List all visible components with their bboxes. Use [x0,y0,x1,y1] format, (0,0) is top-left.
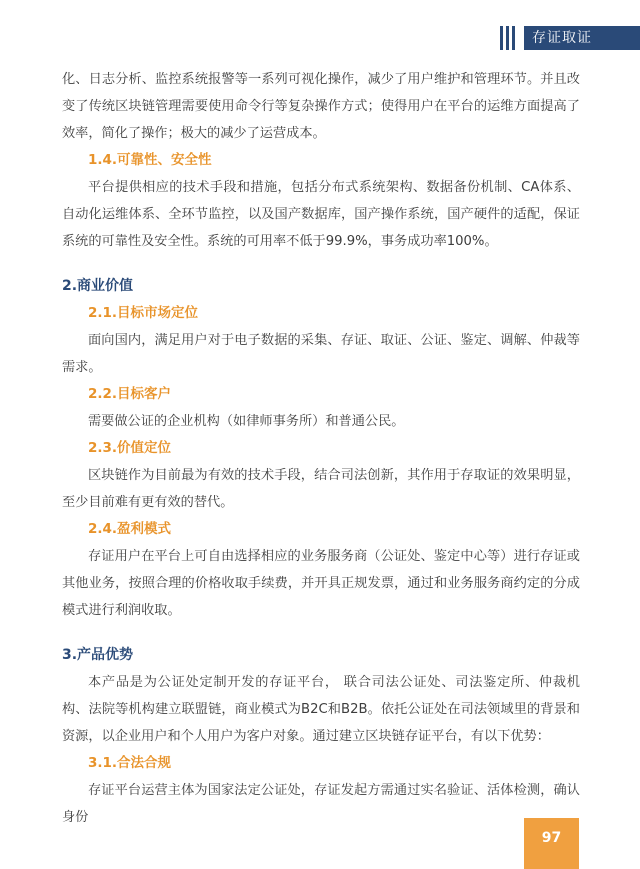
heading-3: 3.产品优势 [62,647,134,663]
heading-3-1: 3.1.合法合规 [88,755,172,771]
paragraph-2-2: 需要做公证的企业机构（如律师事务所）和普通公民。 [88,414,405,429]
paragraph-3-1: 存证平台运营主体为国家法定公证处，存证发起方需通过实名验证、活体检测，确认身份 [62,783,580,825]
stripe [506,26,509,50]
page-number: 97 [524,818,579,869]
paragraph-intro: 化、日志分析、监控系统报警等一系列可视化操作，减少了用户维护和管理环节。并且改变了传统区块链管理需要使用命令行等复杂操作方式；使得用户在平台的运维方面提高了效率，简化了操作；极大的减少了运营成本。 [62,72,580,141]
heading-2-2: 2.2.目标客户 [88,386,172,402]
section-label: 存证取证 [524,26,640,50]
page-content [62,66,580,831]
heading-2: 2.商业价值 [62,278,134,294]
stripe [500,26,503,50]
stripe [512,26,515,50]
paragraph-2-1: 面向国内，满足用户对于电子数据的采集、存证、取证、公证、鉴定、调解、仲裁等需求。 [62,333,580,375]
paragraph-1-4: 平台提供相应的技术手段和措施，包括分布式系统架构、数据备份机制、CA体系、自动化运维体系、全环节监控，以及国产数据库，国产操作系统，国产硬件的适配，保证系统的可靠性及安全性。系统的可用率不低于99.9%，事务成功率100%。 [62,180,580,249]
heading-1-4: 1.4.可靠性、安全性 [88,152,212,168]
paragraph-2-4: 存证用户在平台上可自由选择相应的业务服务商（公证处、鉴定中心等）进行存证或其他业务，按照合理的价格收取手续费，并开具正规发票，通过和业务服务商约定的分成模式进行利润收取。 [62,549,580,618]
paragraph-2-3: 区块链作为目前最为有效的技术手段，结合司法创新，其作用于存取证的效果明显，至少目前难有更有效的替代。 [62,468,580,510]
heading-2-3: 2.3.价值定位 [88,440,172,456]
heading-2-4: 2.4.盈利模式 [88,521,172,537]
paragraph-3: 本产品是为公证处定制开发的存证平台， 联合司法公证处、司法鉴定所、仲裁机构、法院等机构建立联盟链，商业模式为B2C和B2B。依托公证处在司法领域里的背景和资源，以企业用户和个人用户为客户对象。通过建立区块链存证平台，有以下优势： [62,675,580,744]
section-header-tab [500,26,640,50]
header-stripes [500,26,518,50]
heading-2-1: 2.1.目标市场定位 [88,305,199,321]
